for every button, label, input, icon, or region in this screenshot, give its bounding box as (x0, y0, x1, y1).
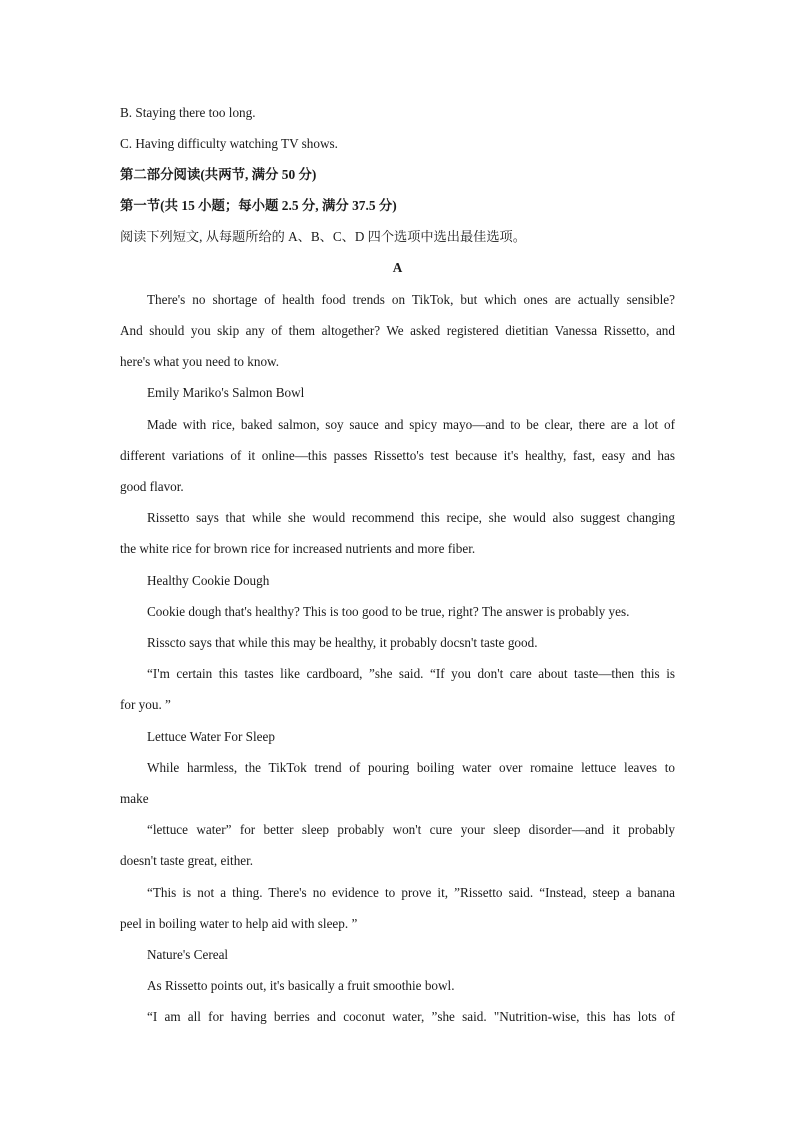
salmon-line-1: Made with rice, baked salmon, soy sauce and spicy mayo—and to be clear, there are a lot of (147, 417, 675, 432)
option-c: C. Having difficulty watching TV shows. (120, 136, 338, 151)
passage-label: A (392, 260, 403, 275)
option-b: B. Staying there too long. (120, 105, 256, 120)
cookie-line-2: Risscto says that while this may be healthy, it probably docsn't taste good. (147, 635, 538, 650)
cereal-line-2: “I am all for having berries and coconut water, ”she said. "Nutrition-wise, this has lots of (147, 1009, 675, 1024)
subheading-natures-cereal: Nature's Cereal (147, 947, 229, 962)
instructions: 阅读下列短文, 从每题所给的 A、B、C、D 四个选项中选出最佳选项。 (120, 229, 526, 244)
section1-heading: 第一节(共 15 小题；每小题 2.5 分, 满分 37.5 分) (120, 198, 397, 213)
subheading-lettuce-water: Lettuce Water For Sleep (147, 729, 275, 744)
cereal-line-1: As Rissetto points out, it's basically a fruit smoothie bowl. (147, 978, 455, 993)
cookie-line-3: “I'm certain this tastes like cardboard, ”she said. “If you don't care about taste—then this is (147, 666, 675, 681)
lettuce-line-2: make (120, 791, 149, 806)
lettuce-line-3: “lettuce water” for better sleep probably won't cure your sleep disorder—and it probably (147, 822, 675, 837)
cookie-line-4: for you. ” (120, 697, 171, 712)
recommend-line-2: the white rice for brown rice for increased nutrients and more fiber. (120, 541, 476, 556)
salmon-line-3: good flavor. (120, 479, 184, 494)
salmon-line-2: different variations of it online—this passes Rissetto's test because it's healthy, fast, easy and has (120, 448, 675, 463)
intro-line-3: here's what you need to know. (120, 354, 279, 369)
intro-line-2: And should you skip any of them altogether? We asked registered dietitian Vanessa Rissetto, and (120, 323, 675, 338)
subheading-salmon-bowl: Emily Mariko's Salmon Bowl (147, 385, 305, 400)
lettuce-line-4: doesn't taste great, either. (120, 853, 254, 868)
recommend-line-1: Rissetto says that while she would recommend this recipe, she would also suggest changing (147, 510, 675, 525)
part2-heading: 第二部分阅读(共两节, 满分 50 分) (120, 167, 317, 182)
lettuce-line-6: peel in boiling water to help aid with sleep. ” (120, 916, 358, 931)
subheading-cookie-dough: Healthy Cookie Dough (147, 573, 270, 588)
intro-line-1: There's no shortage of health food trends on TikTok, but which ones are actually sensible? (147, 292, 675, 307)
cookie-line-1: Cookie dough that's healthy? This is too good to be true, right? The answer is probably yes. (147, 604, 630, 619)
lettuce-line-1: While harmless, the TikTok trend of pouring boiling water over romaine lettuce leaves to (147, 760, 675, 775)
lettuce-line-5: “This is not a thing. There's no evidence to prove it, ”Rissetto said. “Instead, steep a banana (147, 885, 675, 900)
